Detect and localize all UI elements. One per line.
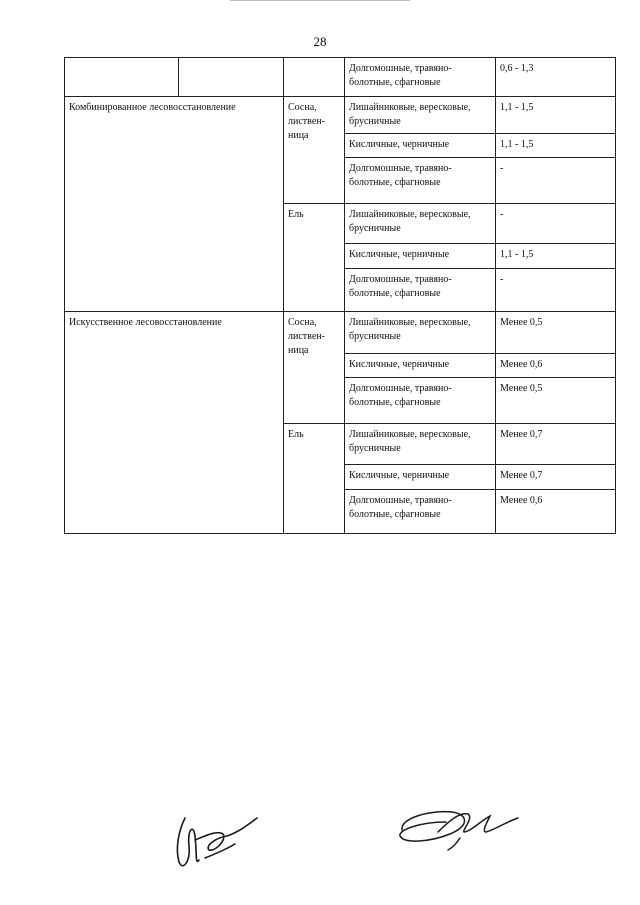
soil-type-cell: Лишайниковые, вересковые, брусничные xyxy=(345,312,496,354)
soil-type-cell: Кисличные, черничные xyxy=(345,244,496,269)
soil-type-cell: Кисличные, черничные xyxy=(345,354,496,378)
value-cell: Менее 0,6 xyxy=(496,490,616,534)
soil-type-cell: Лишайниковые, вересковые, брусничные xyxy=(345,204,496,244)
soil-type-cell: Лишайниковые, вересковые, брусничные xyxy=(345,424,496,465)
signature-right xyxy=(390,800,525,855)
soil-type-cell: Кисличные, черничные xyxy=(345,134,496,158)
soil-type-cell: Долгомошные, травяно-болотные, сфагновые xyxy=(345,158,496,204)
empty-cell xyxy=(179,58,284,97)
value-cell: 1,1 - 1,5 xyxy=(496,244,616,269)
value-cell: 0,6 - 1,3 xyxy=(496,58,616,97)
value-cell: Менее 0,5 xyxy=(496,378,616,424)
value-cell: - xyxy=(496,269,616,312)
value-cell: - xyxy=(496,158,616,204)
soil-type-cell: Долгомошные, травяно-болотные, сфагновые xyxy=(345,58,496,97)
method-cell: Комбинированное лесовосстановление xyxy=(65,97,284,312)
value-cell: Менее 0,7 xyxy=(496,424,616,465)
scan-edge-line xyxy=(230,0,410,1)
soil-type-cell: Кисличные, черничные xyxy=(345,465,496,490)
value-cell: Менее 0,5 xyxy=(496,312,616,354)
value-cell: 1,1 - 1,5 xyxy=(496,134,616,158)
method-cell: Искусственное лесовосстановление xyxy=(65,312,284,534)
value-cell: Менее 0,7 xyxy=(496,465,616,490)
species-cell: Ель xyxy=(284,424,345,534)
table-row xyxy=(65,58,616,97)
soil-type-cell: Лишайниковые, вересковые, брусничные xyxy=(345,97,496,134)
signature-left xyxy=(165,800,265,875)
value-cell: Менее 0,6 xyxy=(496,354,616,378)
empty-cell xyxy=(65,58,179,97)
value-cell: 1,1 - 1,5 xyxy=(496,97,616,134)
soil-type-cell: Долгомошные, травяно-болотные, сфагновые xyxy=(345,490,496,534)
empty-cell xyxy=(284,58,345,97)
species-cell: Сосна, листвен-ница xyxy=(284,312,345,424)
regulation-table xyxy=(64,57,616,534)
species-cell: Ель xyxy=(284,204,345,312)
value-cell: - xyxy=(496,204,616,244)
species-cell: Сосна, листвен-ница xyxy=(284,97,345,204)
table-row xyxy=(65,97,616,134)
page-number: 28 xyxy=(313,34,327,49)
soil-type-cell: Долгомошные, травяно-болотные, сфагновые xyxy=(345,269,496,312)
table-row xyxy=(65,312,616,354)
soil-type-cell: Долгомошные, травяно-болотные, сфагновые xyxy=(345,378,496,424)
